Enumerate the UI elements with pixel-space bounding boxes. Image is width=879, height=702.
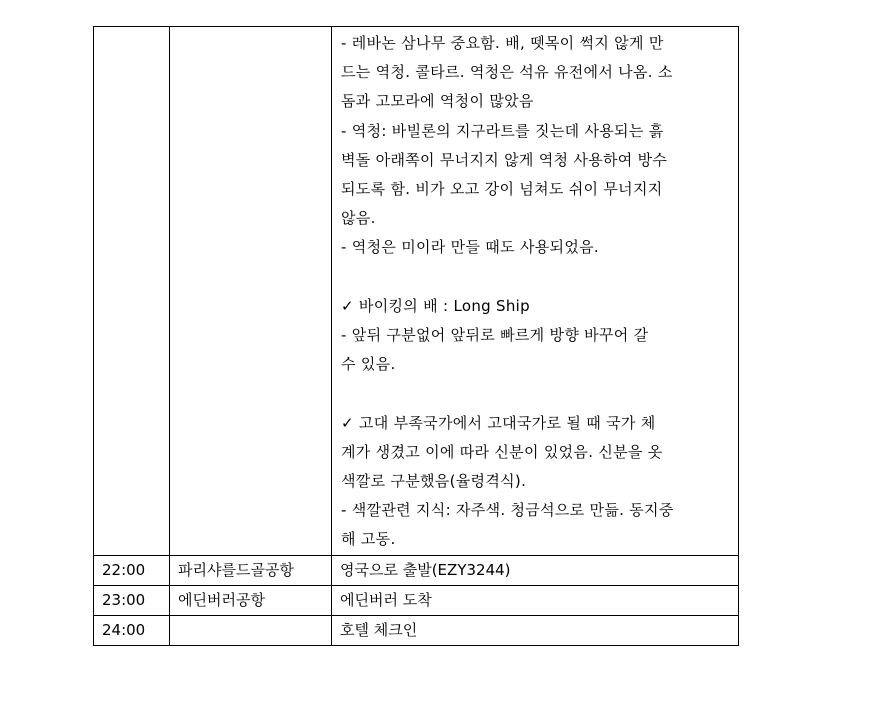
place-cell-empty (170, 27, 332, 556)
note-line: 수 있음. (341, 355, 396, 374)
notes-cell (332, 27, 739, 556)
note-line: - 역청: 바빌론의 지구라트를 짓는데 사용되는 흙 (341, 121, 664, 140)
note-line: ✓ 바이킹의 배 : Long Ship (341, 296, 530, 315)
table-row (94, 615, 739, 645)
note-line: ✓ 고대 부족국가에서 고대국가로 될 때 국가 체 (341, 413, 656, 432)
note-cell: 에딘버러 도착 (332, 585, 739, 615)
table-row (94, 585, 739, 615)
note-line: 계가 생겼고 이에 따라 신분이 있었음. 신분을 옷 (341, 442, 663, 461)
note-cell: 영국으로 출발(EZY3244) (332, 555, 739, 585)
note-line: 드는 역청. 콜타르. 역청은 석유 유전에서 나옴. 소 (341, 63, 673, 82)
place-cell: 파리샤를드골공항 (170, 555, 332, 585)
place-cell: 에딘버러공항 (170, 585, 332, 615)
table-row (94, 555, 739, 585)
place-cell (170, 615, 332, 645)
note-line: 않음. (341, 209, 376, 228)
note-line: - 레바논 삼나무 중요함. 배, 뗏목이 썩지 않게 만 (341, 34, 664, 52)
notes-block (332, 27, 738, 555)
blank-line (341, 379, 730, 408)
note-line: 벽돌 아래쪽이 무너지지 않게 역청 사용하여 방수 (341, 150, 668, 169)
blank-line (341, 263, 730, 292)
note-line: 색깔로 구분했음(율령격식). (341, 472, 527, 491)
time-cell: 24:00 (94, 615, 170, 645)
time-cell: 22:00 (94, 555, 170, 585)
time-cell: 23:00 (94, 585, 170, 615)
note-line: 돔과 고모라에 역청이 많았음 (341, 92, 534, 111)
note-line: - 앞뒤 구분없어 앞뒤로 빠르게 방향 바꾸어 갈 (341, 326, 649, 345)
note-line: - 색깔관련 지식: 자주색. 청금석으로 만듦. 동지중 (341, 501, 674, 520)
note-line: 되도록 함. 비가 오고 강이 넘쳐도 쉬이 무너지지 (341, 180, 663, 199)
notes-row (94, 27, 739, 556)
time-cell-empty (94, 27, 170, 556)
schedule-table (93, 26, 739, 646)
note-cell: 호텔 체크인 (332, 615, 739, 645)
note-line: 해 고동. (341, 530, 396, 549)
note-line: - 역청은 미이라 만들 때도 사용되었음. (341, 238, 599, 257)
